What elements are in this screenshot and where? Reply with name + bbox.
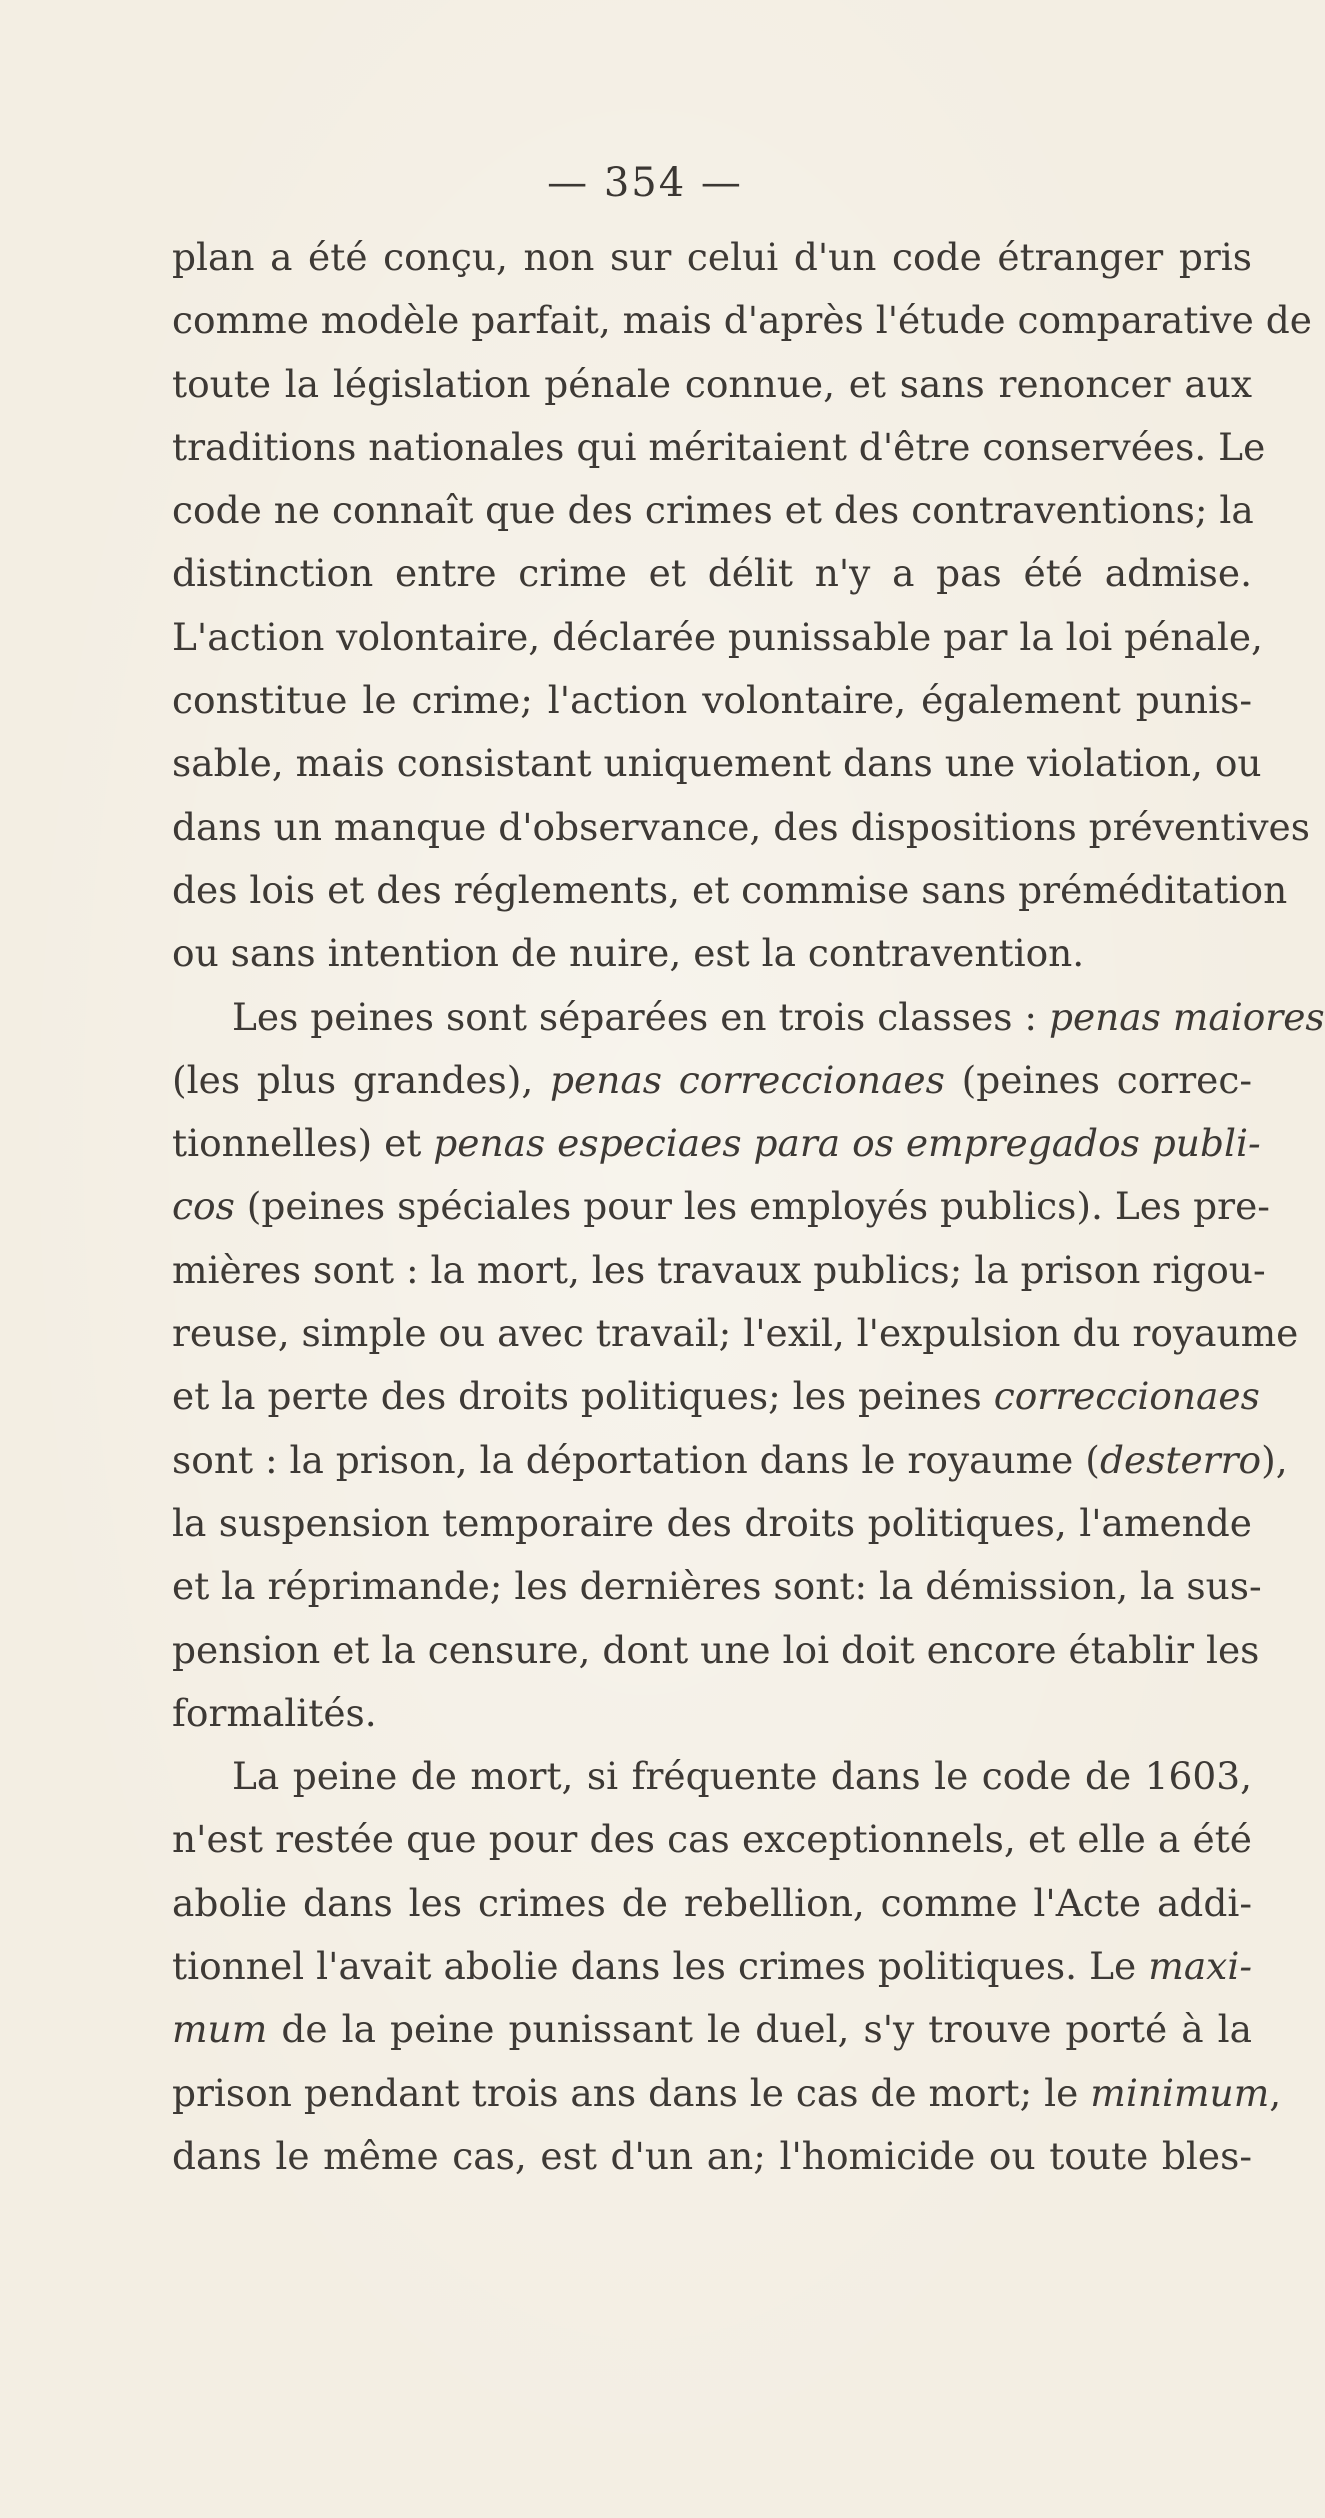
text-line <box>172 479 1252 542</box>
text-line <box>172 1112 1261 1175</box>
text-segment: , <box>1269 2070 1282 2115</box>
text-line <box>172 353 1252 416</box>
text-line <box>172 416 1266 479</box>
text-segment: (peines correc- <box>944 1057 1252 1102</box>
text-line <box>172 859 1288 922</box>
text-segment: des lois et des réglements, et commise sans préméditation <box>172 867 1288 912</box>
text-segment: (peines spéciales pour les employés publics). Les pre- <box>234 1184 1270 1229</box>
text-segment: sable, mais consistant uniquement dans une violation, ou <box>172 741 1262 786</box>
text-line <box>172 1619 1260 1682</box>
text-segment: tionnel l'avait abolie dans les crimes politiques. Le <box>172 1944 1149 1989</box>
text-segment: dans un manque d'observance, des dispositions préventives <box>172 804 1310 849</box>
text-line <box>172 1049 1252 1112</box>
text-segment: dans le même cas, est d'un an; l'homicide ou toute bles- <box>172 2133 1252 2178</box>
text-segment: toute la législation pénale connue, et sans renoncer aux <box>172 361 1252 406</box>
text-segment: comme modèle parfait, mais d'après l'étude comparative de <box>172 298 1312 343</box>
text-line <box>172 922 1252 985</box>
text-segment: sont : la prison, la déportation dans le royaume ( <box>172 1437 1100 1482</box>
italic-text: penas maiores <box>1048 994 1325 1039</box>
text-segment: la suspension temporaire des droits politiques, l'amende <box>172 1500 1252 1545</box>
text-segment: constitue le crime; l'action volontaire, également punis- <box>172 678 1252 723</box>
text-line <box>172 986 1325 1049</box>
text-segment: pension et la censure, dont une loi doit encore établir les <box>172 1627 1260 1672</box>
text-line <box>172 1745 1252 1808</box>
text-segment: de la peine punissant le duel, s'y trouve porté à la <box>267 2007 1252 2052</box>
text-line <box>172 2125 1252 2188</box>
italic-text: cos <box>172 1184 235 1229</box>
italic-text: mum <box>172 2007 268 2052</box>
text-line <box>172 606 1263 669</box>
text-segment: abolie dans les crimes de rebellion, comme l'Acte addi- <box>172 1880 1252 1925</box>
text-segment: formalités. <box>172 1690 377 1735</box>
text-segment: ), <box>1261 1437 1288 1482</box>
text-line <box>172 1175 1270 1238</box>
text-line <box>172 2062 1282 2125</box>
text-line <box>172 1429 1288 1492</box>
italic-text: desterro <box>1099 1437 1262 1482</box>
text-line <box>172 289 1312 352</box>
text-segment: mières sont : la mort, les travaux publics; la prison rigou- <box>172 1247 1266 1292</box>
italic-text: penas correccionaes <box>550 1057 945 1102</box>
italic-text: penas especiaes para os empregados publi- <box>433 1121 1261 1166</box>
text-line <box>172 226 1252 289</box>
text-segment: (les plus grandes), <box>172 1057 551 1102</box>
text-line <box>172 1872 1252 1935</box>
text-line <box>172 1492 1252 1555</box>
text-segment: L'action volontaire, déclarée punissable par la loi pénale, <box>172 614 1263 659</box>
text-segment: code ne connaît que des crimes et des contraventions; la <box>172 488 1254 533</box>
text-segment: et la perte des droits politiques; les peines <box>172 1374 994 1419</box>
text-segment: tionnelles) et <box>172 1121 434 1166</box>
italic-text: minimum <box>1090 2070 1270 2115</box>
text-line <box>172 732 1262 795</box>
text-segment: traditions nationales qui méritaient d'être conservées. Le <box>172 424 1266 469</box>
text-segment: prison pendant trois ans dans le cas de mort; le <box>172 2070 1091 2115</box>
text-line <box>172 1998 1252 2061</box>
text-line <box>172 1682 1252 1745</box>
text-line <box>172 796 1310 859</box>
body-text <box>172 226 1325 2188</box>
text-line <box>172 1555 1262 1618</box>
text-line <box>172 1808 1252 1871</box>
text-line <box>172 542 1252 605</box>
text-line <box>172 1935 1252 1998</box>
text-segment: La peine de mort, si fréquente dans le code de 1603, <box>232 1754 1252 1799</box>
text-line <box>172 1239 1266 1302</box>
text-line <box>172 1302 1299 1365</box>
text-segment: plan a été conçu, non sur celui d'un code étranger pris <box>172 235 1252 279</box>
text-segment: et la réprimande; les dernières sont: la démission, la sus- <box>172 1564 1262 1609</box>
text-segment: reuse, simple ou avec travail; l'exil, l'expulsion du royaume <box>172 1311 1299 1356</box>
page-number: — 354 — <box>547 160 743 206</box>
text-segment: Les peines sont séparées en trois classes : <box>232 994 1049 1039</box>
text-segment: ou sans intention de nuire, est la contravention. <box>172 931 1085 976</box>
text-line <box>172 669 1252 732</box>
italic-text: correccionaes <box>993 1374 1260 1419</box>
text-segment: distinction entre crime et délit n'y a pas été admise. <box>172 551 1252 596</box>
text-segment: n'est restée que pour des cas exceptionnels, et elle a été <box>172 1817 1252 1862</box>
text-line <box>172 1365 1260 1428</box>
italic-text: maxi- <box>1148 1944 1252 1989</box>
